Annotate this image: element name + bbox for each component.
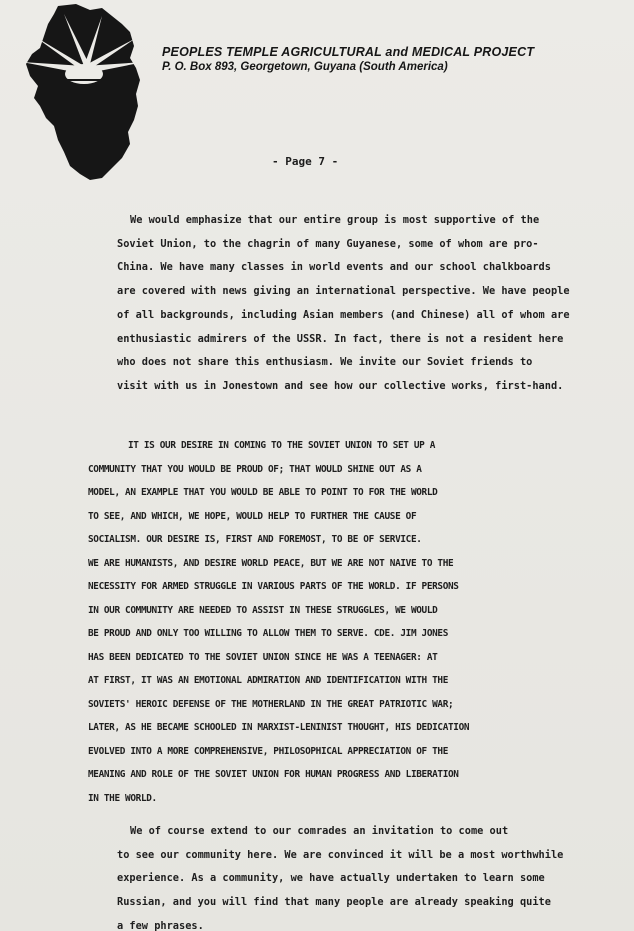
paragraph-soviet-support <box>117 209 570 399</box>
text-line: IT IS OUR DESIRE IN COMING TO THE SOVIET UNION TO SET UP A <box>128 440 436 451</box>
text-line: We of course extend to our comrades an invitation to come out <box>130 825 509 837</box>
text-line: to see our community here. We are convinced it will be a most worthwhile <box>117 848 564 861</box>
text-line: LATER, AS HE BECAME SCHOOLED IN MARXIST-LENINIST THOUGHT, HIS DEDICATION <box>88 722 470 733</box>
text-line: EVOLVED INTO A MORE COMPREHENSIVE, PHILOSOPHICAL APPRECIATION OF THE <box>88 745 449 757</box>
page-number: - Page 7 - <box>272 155 339 168</box>
text-line: BE PROUD AND ONLY TOO WILLING TO ALLOW THEM TO SERVE. CDE. JIM JONES <box>88 628 449 639</box>
text-line: SOVIETS' HEROIC DEFENSE OF THE MOTHERLAND IN THE GREAT PATRIOTIC WAR; <box>88 698 454 710</box>
text-line: Russian, and you will find that many people are already speaking quite <box>117 896 551 909</box>
text-line: COMMUNITY THAT YOU WOULD BE PROUD OF; THAT WOULD SHINE OUT AS A <box>88 463 422 475</box>
text-line: HAS BEEN DEDICATED TO THE SOVIET UNION SINCE HE WAS A TEENAGER: AT <box>88 651 438 663</box>
organization-name: PEOPLES TEMPLE AGRICULTURAL and MEDICAL PROJECT <box>162 45 535 59</box>
paragraph-invitation <box>117 820 563 931</box>
text-line: who does not share this enthusiasm. We invite our Soviet friends to <box>117 356 533 369</box>
text-line: experience. As a community, we have actually undertaken to learn some <box>117 872 545 885</box>
guyana-map-sunburst-logo <box>18 2 148 182</box>
text-line: of all backgrounds, including Asian members (and Chinese) all of whom are <box>117 308 570 321</box>
text-line: MODEL, AN EXAMPLE THAT YOU WOULD BE ABLE TO POINT TO FOR THE WORLD <box>88 487 438 498</box>
text-line: AT FIRST, IT WAS AN EMOTIONAL ADMIRATION AND IDENTIFICATION WITH THE <box>88 675 449 686</box>
text-line: Soviet Union, to the chagrin of many Guyanese, some of whom are pro- <box>117 237 539 250</box>
text-line: WE ARE HUMANISTS, AND DESIRE WORLD PEACE, BUT WE ARE NOT NAIVE TO THE <box>88 557 454 569</box>
text-line: We would emphasize that our entire group is most supportive of the <box>130 214 540 226</box>
text-line: TO SEE, AND WHICH, WE HOPE, WOULD HELP TO FURTHER THE CAUSE OF <box>88 510 417 522</box>
text-line: a few phrases. <box>117 919 204 931</box>
text-line: are covered with news giving an international perspective. We have people <box>117 285 570 298</box>
text-line: SOCIALISM. OUR DESIRE IS, FIRST AND FOREMOST, TO BE OF SERVICE. <box>88 534 422 545</box>
letterhead <box>162 44 534 75</box>
paragraph-community-desire <box>88 434 469 810</box>
organization-address: P. O. Box 893, Georgetown, Guyana (South America) <box>162 61 448 73</box>
text-line: MEANING AND ROLE OF THE SOVIET UNION FOR HUMAN PROGRESS AND LIBERATION <box>88 769 459 780</box>
text-line: China. We have many classes in world events and our school chalkboards <box>117 261 551 274</box>
text-line: NECESSITY FOR ARMED STRUGGLE IN VARIOUS PARTS OF THE WORLD. IF PERSONS <box>88 581 459 592</box>
text-line: IN THE WORLD. <box>88 792 157 804</box>
text-line: IN OUR COMMUNITY ARE NEEDED TO ASSIST IN THESE STRUGGLES, WE WOULD <box>88 604 438 616</box>
text-line: enthusiastic admirers of the USSR. In fact, there is not a resident here <box>117 332 564 345</box>
text-line: visit with us in Jonestown and see how our collective works, first-hand. <box>117 379 564 392</box>
